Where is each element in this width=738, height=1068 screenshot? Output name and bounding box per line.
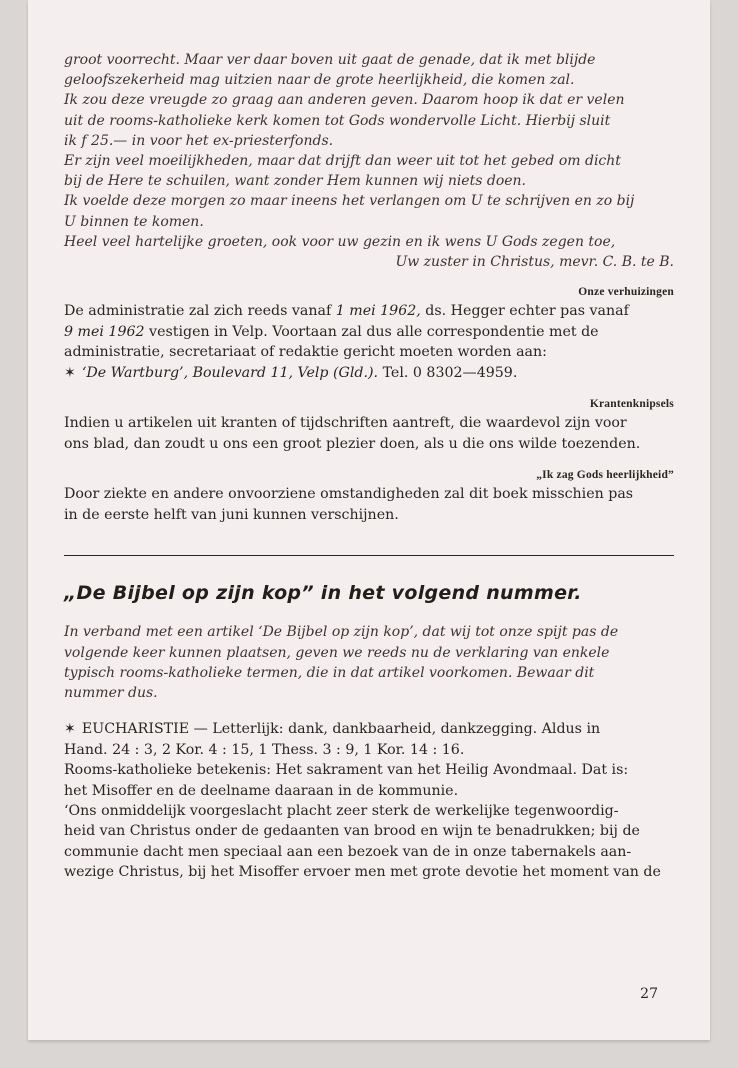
letter-text — [64, 50, 674, 272]
letter-line: Heel veel hartelijke groeten, ook voor uw gezin en ik wens U Gods zegen toe, — [64, 233, 616, 250]
eucharistie-line: ‘Ons onmiddelijk voorgeslacht placht zeer sterk de werkelijke tegenwoordig- — [64, 803, 619, 820]
verhuizingen-text — [64, 301, 674, 383]
letter-line: ik f 25.— in voor het ex-priesterfonds. — [64, 132, 334, 149]
heerlijkheid-line: Door ziekte en andere onvoorziene omstandigheden zal dit boek misschien pas — [64, 486, 634, 503]
letter-line: bij de Here te schuilen, want zonder Hem kunnen wij niets doen. — [64, 173, 526, 190]
eucharistie-line: heid van Christus onder de gedaanten van brood en wijn te benadrukken; bij de — [64, 823, 640, 840]
intro-line: nummer dus. — [64, 685, 158, 702]
verhuizingen-line: administratie, secretariaat of redaktie gericht moeten worden aan: — [64, 344, 547, 361]
letter-line: Ik voelde deze morgen zo maar ineens het verlangen om U te schrijven en zo bij — [64, 193, 635, 210]
section-heading-krantenknipsels: Krantenknipsels — [589, 398, 674, 411]
intro-line: In verband met een artikel ‘De Bijbel op zijn kop’, dat wij tot onze spijt pas de — [64, 624, 619, 641]
address-line — [64, 363, 674, 384]
letter-line: uit de rooms-katholieke kerk komen tot Gods wondervolle Licht. Hierbij sluit — [64, 112, 611, 129]
letter-line: groot voorrecht. Maar ver daar boven uit gaat de genade, dat ik met blijde — [64, 52, 596, 68]
verhuizingen-line: 9 mei 1962 vestigen in Velp. Voortaan zal dus alle correspondentie met de — [64, 323, 599, 340]
section-divider — [64, 555, 674, 556]
eucharistie-line: Hand. 24 : 3, 2 Kor. 4 : 15, 1 Thess. 3 : 9, 1 Kor. 14 : 16. — [64, 741, 465, 758]
eucharistie-text — [64, 719, 674, 882]
letter-line: Ik zou deze vreugde zo graag aan anderen geven. Daarom hoop ik dat er velen — [64, 92, 625, 109]
eucharistie-line: ✶ EUCHARISTIE — Letterlijk: dank, dankbaarheid, dankzegging. Aldus in — [64, 721, 601, 738]
page-number: 27 — [640, 986, 658, 1002]
krantenknipsels-text — [64, 413, 674, 454]
heerlijkheid-line: in de eerste helft van juni kunnen verschijnen. — [64, 506, 399, 523]
intro-line: typisch rooms-katholieke termen, die in dat artikel voorkomen. Bewaar dit — [64, 664, 595, 681]
krantenknipsels-line: ons blad, dan zoudt u ons een groot plezier doen, als u die ons wilde toezenden. — [64, 435, 641, 452]
letter-signature: Uw zuster in Christus, mevr. C. B. te B. — [395, 254, 674, 271]
eucharistie-line: communie dacht men speciaal aan een bezoek van de in onze tabernakels aan- — [64, 843, 632, 860]
star-icon: ✶ — [64, 721, 76, 738]
page-sheet — [28, 0, 710, 1040]
section-heading-verhuizingen: Onze verhuizingen — [578, 286, 674, 299]
page-content — [64, 50, 674, 883]
krantenknipsels-line: Indien u artikelen uit kranten of tijdschriften aantreft, die waardevol zijn voor — [64, 415, 627, 432]
banner-title: „De Bijbel op zijn kop” in het volgend nummer. — [64, 582, 582, 605]
letter-line: Er zijn veel moeilijkheden, maar dat drijft dan weer uit tot het gebed om dicht — [64, 153, 621, 170]
section-heading-heerlijkheid: „Ik zag Gods heerlijkheid” — [536, 469, 674, 482]
star-icon: ✶ — [64, 364, 76, 381]
intro-text — [64, 622, 674, 703]
verhuizingen-line: De administratie zal zich reeds vanaf 1 mei 1962, ds. Hegger echter pas vanaf — [64, 303, 629, 320]
heerlijkheid-text — [64, 484, 674, 525]
eucharistie-line: wezige Christus, bij het Misoffer ervoer men met grote devotie het moment van de — [64, 864, 661, 881]
intro-line: volgende keer kunnen plaatsen, geven we reeds nu de verklaring van enkele — [64, 644, 610, 661]
letter-line: U binnen te komen. — [64, 213, 204, 230]
letter-line: geloofszekerheid mag uitzien naar de grote heerlijkheid, die komen zal. — [64, 72, 575, 89]
address-text: ‘De Wartburg’, Boulevard 11, Velp (Gld.). — [81, 364, 379, 381]
telephone-text: Tel. 0 8302—4959. — [378, 364, 518, 381]
eucharistie-line: het Misoffer en de deelname daaraan in de kommunie. — [64, 782, 459, 799]
eucharistie-line: Rooms-katholieke betekenis: Het sakrament van het Heilig Avondmaal. Dat is: — [64, 762, 629, 779]
